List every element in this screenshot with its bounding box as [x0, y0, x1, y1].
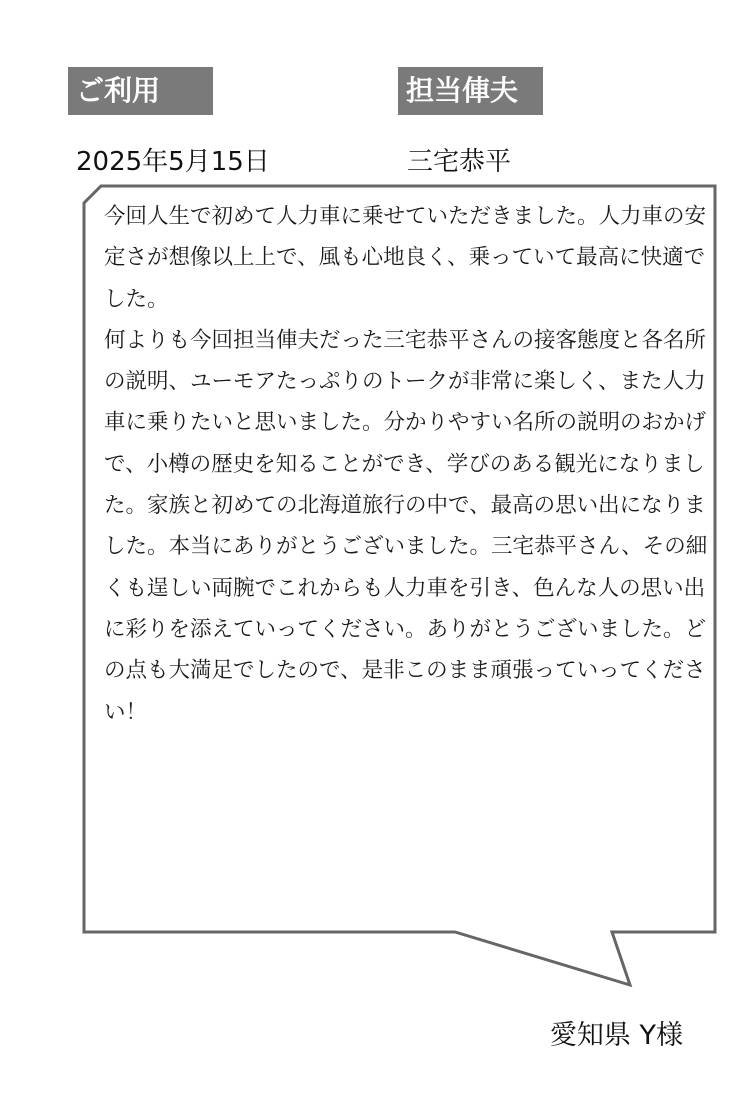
staff-label-text: 担当俥夫 [406, 74, 519, 107]
usage-date-label-text: ご利用 [76, 74, 161, 107]
review-paragraph: 何よりも今回担当俥夫だった三宅恭平さんの接客態度と各名所の説明、ユーモアたっぷりのトークが非常に楽しく、また人力車に乗りたいと思いました。分かりやすい名所の説明のおかげで、小樽の歴史を知ることができ、学びのある観光になりました。家族と初めての北海道旅行の中で、最高の思い出になりました。本当にありがとうございました。三宅恭平さん、その細くも逞しい両腕でこれからも人力車を引き、色んな人の思い出に彩りを添えていってください。ありがとうございました。どの点も大満足でしたので、是非このまま頑張っていってください！ [104, 327, 708, 725]
staff-name-value: 三宅恭平 [407, 147, 512, 177]
review-paragraph: 今回人生で初めて人力車に乗せていただきました。人力車の安定さが想像以上上で、風も心地良く、乗っていて最高に快適でした。 [104, 204, 707, 312]
customer-name: 愛知県 Y様 [549, 1020, 683, 1051]
usage-date-value: 2025年5月15日 [76, 147, 270, 177]
review-body [104, 196, 710, 733]
